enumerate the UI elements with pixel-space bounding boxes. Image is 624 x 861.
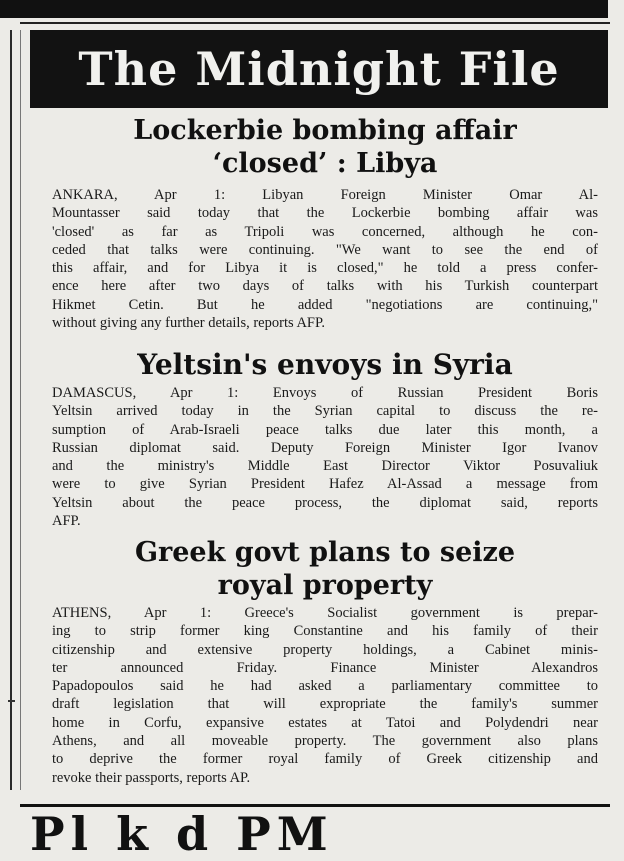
next-headline-fragment: Pl k d PM xyxy=(30,807,334,861)
article-lockerbie xyxy=(52,114,598,332)
body-line: and the ministry's Middle East Director Viktor Posuvaliuk xyxy=(52,458,598,475)
article-yeltsin xyxy=(52,348,598,530)
body-line: to deprive the former royal family of Greek citizenship and xyxy=(52,751,598,768)
column-rule-left xyxy=(10,30,12,790)
masthead-banner xyxy=(30,30,608,108)
body-line: DAMASCUS, Apr 1: Envoys of Russian President Boris xyxy=(52,385,598,401)
body-line: were to give Syrian President Hafez Al-Assad a message from xyxy=(52,476,598,493)
body-line: citizenship and extensive property holdings, a Cabinet minis- xyxy=(52,641,598,658)
body-line: without giving any further details, reports AFP. xyxy=(52,315,326,332)
column-rule-left-inner xyxy=(20,30,21,790)
article-headline xyxy=(52,536,598,602)
body-line: Mountasser said today that the Lockerbie bombing affair was xyxy=(52,205,598,222)
masthead-title: The Midnight File xyxy=(78,42,560,96)
article-headline xyxy=(52,114,598,180)
body-line: Papadopoulos said he had asked a parliamentary committee to xyxy=(52,678,598,695)
body-line: ANKARA, Apr 1: Libyan Foreign Minister Omar Al- xyxy=(52,187,598,203)
body-line: revoke their passports, reports AP. xyxy=(52,769,251,786)
body-line: ceded that talks were continuing. "We want to see the end of xyxy=(52,241,598,258)
body-line: ATHENS, Apr 1: Greece's Socialist government is prepar- xyxy=(52,605,598,621)
headline-line: ‘closed’ : Libya xyxy=(212,148,438,179)
article-headline xyxy=(52,348,598,382)
body-line: Yeltsin about the peace process, the diplomat said, reports xyxy=(52,494,598,511)
headline-line: Lockerbie bombing affair xyxy=(133,115,517,146)
body-line: Athens, and all moveable property. The government also plans xyxy=(52,733,598,750)
body-line: ter announced Friday. Finance Minister Alexandros xyxy=(52,659,598,676)
headline-line: Greek govt plans to seize xyxy=(134,537,516,568)
article-body xyxy=(52,384,598,530)
headline-line: Yeltsin's envoys in Syria xyxy=(137,348,513,381)
body-line: ence here after two days of talks with his Turkish counterpart xyxy=(52,278,598,295)
article-greek-royal-property xyxy=(52,536,598,787)
headline-line: royal property xyxy=(217,570,433,601)
body-line: sumption of Arab-Israeli peace talks due later this month, a xyxy=(52,421,598,438)
body-line: draft legislation that will expropriate the family's summer xyxy=(52,696,598,713)
body-line: home in Corfu, expansive estates at Tatoi and Polydendri near xyxy=(52,714,598,731)
body-line: this affair, and for Libya it is closed," he told a press confer- xyxy=(52,260,598,277)
body-line: Yeltsin arrived today in the Syrian capital to discuss the re- xyxy=(52,403,598,420)
body-line: AFP. xyxy=(52,513,81,530)
body-line: ing to strip former king Constantine and his family of their xyxy=(52,623,598,640)
article-body xyxy=(52,186,598,332)
top-border-bar xyxy=(0,0,608,18)
body-line: 'closed' as far as Tripoli was concerned, although he con- xyxy=(52,223,598,240)
column-rule-tick xyxy=(8,700,15,702)
body-line: Russian diplomat said. Deputy Foreign Minister Igor Ivanov xyxy=(52,439,598,456)
top-rule xyxy=(20,22,610,24)
body-line: Hikmet Cetin. But he added "negotiations are continuing," xyxy=(52,296,598,313)
next-headline-cutoff xyxy=(30,807,600,861)
article-body xyxy=(52,604,598,787)
